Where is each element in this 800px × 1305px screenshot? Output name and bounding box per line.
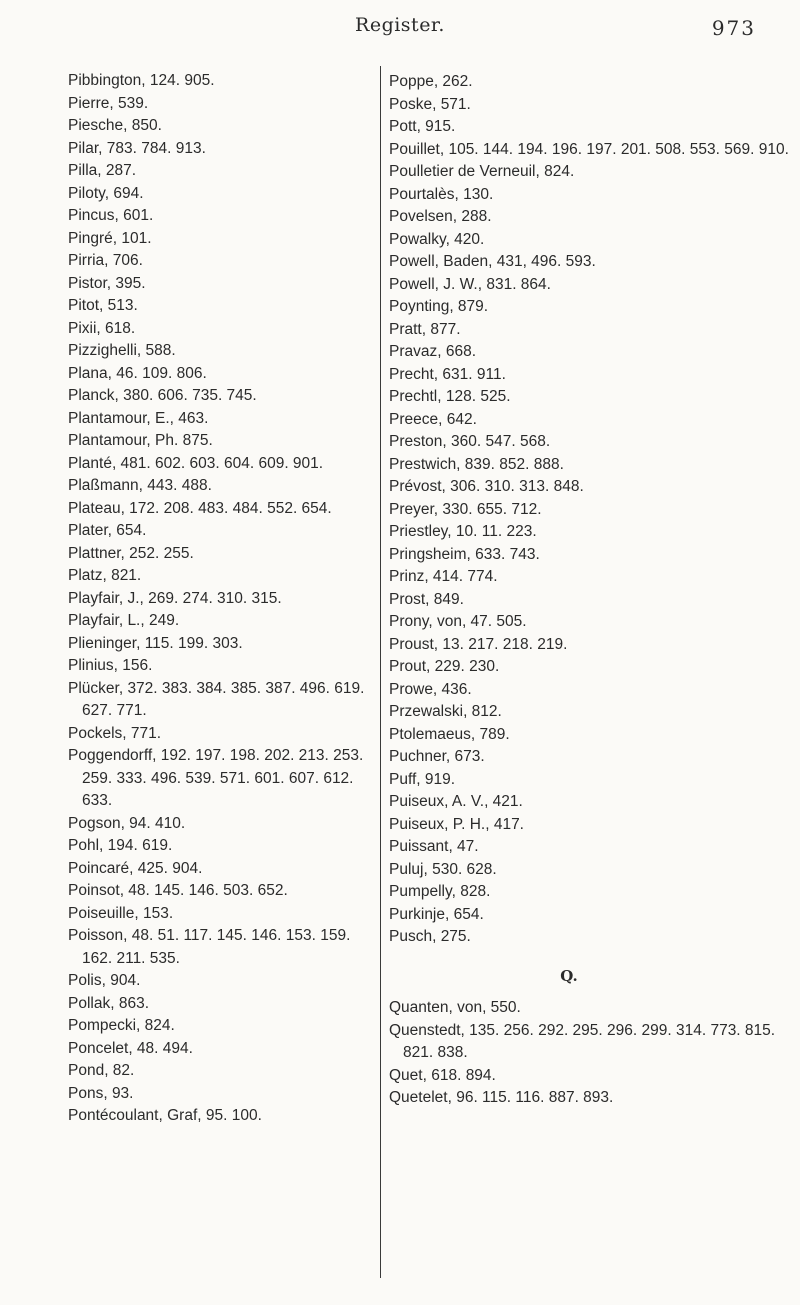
index-entry: Pirria, 706. [68, 252, 143, 269]
index-entry: Plana, 46. 109. 806. [68, 364, 207, 382]
index-entry: Precht, 631. 911. [389, 365, 506, 383]
index-entry: Prost, 849. [389, 590, 464, 608]
index-entry: Poisson, 48. 51. 117. 145. 146. 153. 159. 162. 211. 535. [68, 927, 355, 967]
index-entry: Prony, von, 47. 505. [389, 613, 527, 630]
index-entry: Quetelet, 96. 115. 116. 887. 893. [389, 1089, 614, 1106]
index-entry: Pingré, 101. [68, 229, 152, 247]
page-number: 973 [711, 16, 756, 40]
index-entry: Povelsen, 288. [389, 208, 492, 225]
index-entry: Quanten, von, 550. [389, 999, 521, 1016]
index-entry: Prowe, 436. [389, 680, 472, 698]
index-entry: Preece, 642. [389, 410, 477, 428]
index-entry: Pilar, 783. 784. 913. [68, 139, 206, 157]
index-entry: Puiseux, A. V., 421. [389, 793, 523, 810]
index-entry: Pilla, 287. [68, 162, 137, 179]
index-entry: Prechtl, 128. 525. [389, 388, 511, 405]
index-entry: Platz, 821. [68, 567, 142, 584]
index-entry: Pravaz, 668. [389, 343, 477, 360]
index-entry: Pistor, 395. [68, 274, 146, 292]
index-entry: Plantamour, Ph. 875. [68, 432, 213, 449]
index-entry: Pumpelly, 828. [389, 883, 491, 900]
index-entry: Playfair, J., 269. 274. 310. 315. [68, 589, 282, 607]
index-entry: Proust, 13. 217. 218. 219. [389, 635, 568, 653]
index-entry: Pockels, 771. [68, 724, 162, 742]
index-entry: Plateau, 172. 208. 483. 484. 552. 654. [68, 499, 332, 517]
index-entry: Plattner, 252. 255. [68, 544, 194, 562]
index-entry: Pollak, 863. [68, 994, 149, 1012]
index-entry: Preston, 360. 547. 568. [389, 433, 551, 450]
index-entry: Planté, 481. 602. 603. 604. 609. 901. [68, 454, 324, 472]
section-heading-q: Q. [560, 966, 578, 985]
column-divider [380, 66, 381, 1278]
index-entry: Prout, 229. 230. [389, 658, 500, 675]
index-entry: Pibbington, 124. 905. [68, 72, 215, 89]
index-entry: Planck, 380. 606. 735. 745. [68, 387, 257, 404]
index-entry: Pompecki, 824. [68, 1017, 175, 1034]
index-entry: Poinsot, 48. 145. 146. 503. 652. [68, 882, 288, 899]
index-entry: Pourtalès, 130. [389, 185, 494, 203]
index-entry: Pincus, 601. [68, 207, 154, 224]
index-entry: Plaßmann, 443. 488. [68, 477, 212, 494]
index-entry: Piesche, 850. [68, 117, 162, 134]
index-entry: Puff, 919. [389, 770, 456, 788]
index-column-right [389, 71, 789, 1110]
index-entry: Pons, 93. [68, 1084, 134, 1102]
index-entry: Piloty, 694. [68, 184, 144, 202]
index-entry: Puiseux, P. H., 417. [389, 815, 524, 833]
index-entry: Pohl, 194. 619. [68, 837, 173, 854]
index-entry: Prinz, 414. 774. [389, 568, 498, 585]
index-entry: Poynting, 879. [389, 298, 489, 315]
index-entry: Pringsheim, 633. 743. [389, 545, 540, 563]
index-entry: Poiseuille, 153. [68, 904, 174, 922]
index-entry: Plantamour, E., 463. [68, 409, 209, 427]
index-entry: Purkinje, 654. [389, 905, 484, 923]
index-entry: Poggendorff, 192. 197. 198. 202. 213. 253. 259. 333. 496. 539. 571. 601. 607. 612. 633. [68, 747, 368, 809]
index-entry: Prévost, 306. 310. 313. 848. [389, 478, 584, 495]
page-header [0, 14, 800, 42]
index-entry: Puchner, 673. [389, 748, 485, 765]
index-entry: Prestwich, 839. 852. 888. [389, 455, 564, 473]
index-entry: Puluj, 530. 628. [389, 860, 497, 878]
index-entry: Quet, 618. 894. [389, 1066, 496, 1084]
index-entry: Plinius, 156. [68, 657, 153, 674]
index-entry: Playfair, L., 249. [68, 612, 180, 629]
index-entry: Pizzighelli, 588. [68, 342, 176, 359]
index-column-left [68, 70, 378, 1128]
index-entry: Quenstedt, 135. 256. 292. 295. 296. 299. 314. 773. 815. 821. 838. [389, 1021, 780, 1061]
index-entry: Poincaré, 425. 904. [68, 859, 203, 877]
index-entry: Powell, J. W., 831. 864. [389, 275, 551, 293]
index-entry: Pratt, 877. [389, 320, 461, 338]
index-entry: Plieninger, 115. 199. 303. [68, 634, 243, 652]
index-entry: Poncelet, 48. 494. [68, 1039, 193, 1057]
index-entry: Poske, 571. [389, 95, 471, 113]
index-entry: Poulletier de Verneuil, 824. [389, 163, 575, 180]
index-entry: Pierre, 539. [68, 94, 149, 112]
index-entry: Ptolemaeus, 789. [389, 725, 510, 743]
index-entry: Poppe, 262. [389, 73, 473, 90]
index-entry: Pogson, 94. 410. [68, 814, 186, 832]
index-entry: Pixii, 618. [68, 319, 136, 337]
index-entry: Pouillet, 105. 144. 194. 196. 197. 201. 508. 553. 569. 910. [389, 140, 789, 158]
index-entry: Polis, 904. [68, 972, 141, 989]
page-title: Register. [355, 14, 445, 36]
index-entry: Plücker, 372. 383. 384. 385. 387. 496. 619. 627. 771. [68, 679, 369, 719]
index-entry: Priestley, 10. 11. 223. [389, 523, 537, 540]
index-entry: Pott, 915. [389, 118, 456, 135]
index-entry: Powalky, 420. [389, 230, 485, 248]
index-entry: Pitot, 513. [68, 297, 138, 314]
index-entry: Pusch, 275. [389, 928, 471, 945]
index-entry: Puissant, 47. [389, 838, 479, 855]
index-entry: Powell, Baden, 431, 496. 593. [389, 253, 596, 270]
index-entry: Przewalski, 812. [389, 703, 502, 720]
index-entry: Plater, 654. [68, 522, 147, 539]
index-entry: Pond, 82. [68, 1062, 135, 1079]
index-entry: Preyer, 330. 655. 712. [389, 500, 542, 518]
index-entry: Pontécoulant, Graf, 95. 100. [68, 1107, 262, 1124]
